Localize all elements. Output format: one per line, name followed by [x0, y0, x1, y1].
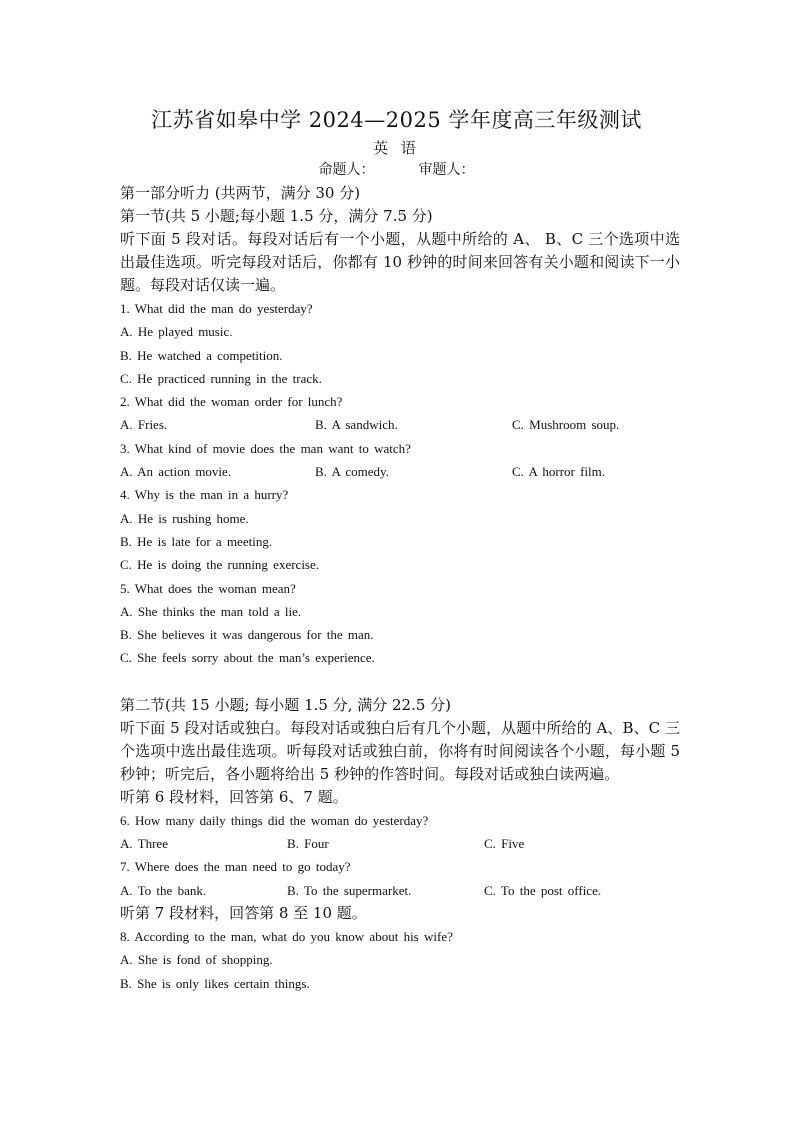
question-stem: 6. How many daily things did the woman do yesterday? [120, 812, 429, 828]
exam-content [120, 182, 680, 995]
material-6-heading: 听第 6 段材料，回答第 6、7 题。 [120, 787, 348, 806]
options-row [120, 832, 680, 855]
question-1 [120, 297, 680, 390]
section2-heading: 第二节(共 15 小题; 每小题 1.5 分, 满分 22.5 分) [120, 695, 452, 714]
option-a: A. Three [120, 836, 168, 852]
option-a: A. She thinks the man told a lie. [120, 603, 302, 619]
option-c: C. She feels sorry about the man’s experience. [120, 650, 375, 666]
question-stem: 3. What kind of movie does the man want to watch? [120, 440, 411, 456]
options-row [120, 413, 680, 436]
option-c: C. Mushroom soup. [512, 417, 620, 433]
option-b: B. A comedy. [315, 464, 389, 480]
option-b: B. She believes it was dangerous for the man. [120, 627, 374, 643]
option-b: B. He is late for a meeting. [120, 533, 273, 549]
option-b: B. To the supermarket. [287, 882, 412, 898]
option-a: A. He played music. [120, 324, 233, 340]
option-a: A. Fries. [120, 417, 168, 433]
option-a: A. She is fond of shopping. [120, 952, 273, 968]
option-a: A. He is rushing home. [120, 510, 249, 526]
question-stem: 2. What did the woman order for lunch? [120, 394, 343, 410]
question-stem: 7. Where does the man need to go today? [120, 859, 351, 875]
material-7-heading: 听第 7 段材料，回答第 8 至 10 题。 [120, 903, 367, 922]
option-c: C. To the post office. [484, 882, 602, 898]
option-c: C. He practiced running in the track. [120, 370, 322, 386]
reviewer-label: 审题人： [418, 162, 475, 178]
subject-title: 英 语 [373, 139, 420, 157]
section1-instructions: 听下面 5 段对话。每段对话后有一个小题，从题中所给的 A、 B、C 三个选项中选出最佳选项。听完每段对话后，你都有 10 秒钟的时间来回答有关小题和阅读下一小题。每段对话仅读一遍。 [120, 230, 680, 294]
option-a: A. An action movie. [120, 464, 232, 480]
question-6 [120, 809, 680, 856]
question-stem: 5. What does the woman mean? [120, 580, 296, 596]
section1-heading: 第一节(共 5 小题;每小题 1.5 分，满分 7.5 分) [120, 207, 433, 225]
question-8 [120, 925, 680, 995]
exam-title: 江苏省如皋中学 2024—2025 学年度高三年级测试 [151, 108, 642, 132]
question-2 [120, 390, 680, 437]
option-c: C. A horror film. [512, 464, 606, 480]
question-4 [120, 483, 680, 576]
question-3 [120, 437, 680, 484]
question-stem: 1. What did the man do yesterday? [120, 301, 313, 316]
question-5 [120, 577, 680, 670]
part1-heading: 第一部分听力 (共两节，满分 30 分) [120, 184, 361, 202]
question-stem: 4. Why is the man in a hurry? [120, 487, 289, 503]
options-row [120, 879, 680, 902]
option-a: A. To the bank. [120, 882, 207, 898]
option-b: B. Four [287, 836, 329, 852]
option-c: C. He is doing the running exercise. [120, 557, 320, 573]
options-row [120, 460, 680, 483]
question-7 [120, 855, 680, 902]
option-c: C. Five [484, 836, 525, 852]
question-stem: 8. According to the man, what do you know about his wife? [120, 928, 453, 944]
setter-label: 命题人： [318, 162, 375, 178]
section2-instructions: 听下面 5 段对话或独白。每段对话或独白后有几个小题，从题中所给的 A、B、C 三个选项中选出最佳选项。听每段对话或独白前，你将有时间阅读各个小题，每小题 5 秒钟；听完后，各小题将给出 5 秒钟的作答时间。每段对话或独白读两遍。 [120, 718, 680, 783]
authors-line [0, 159, 793, 179]
option-b: B. He watched a competition. [120, 347, 283, 363]
option-b: B. She is only likes certain things. [120, 975, 310, 991]
option-b: B. A sandwich. [315, 417, 398, 433]
